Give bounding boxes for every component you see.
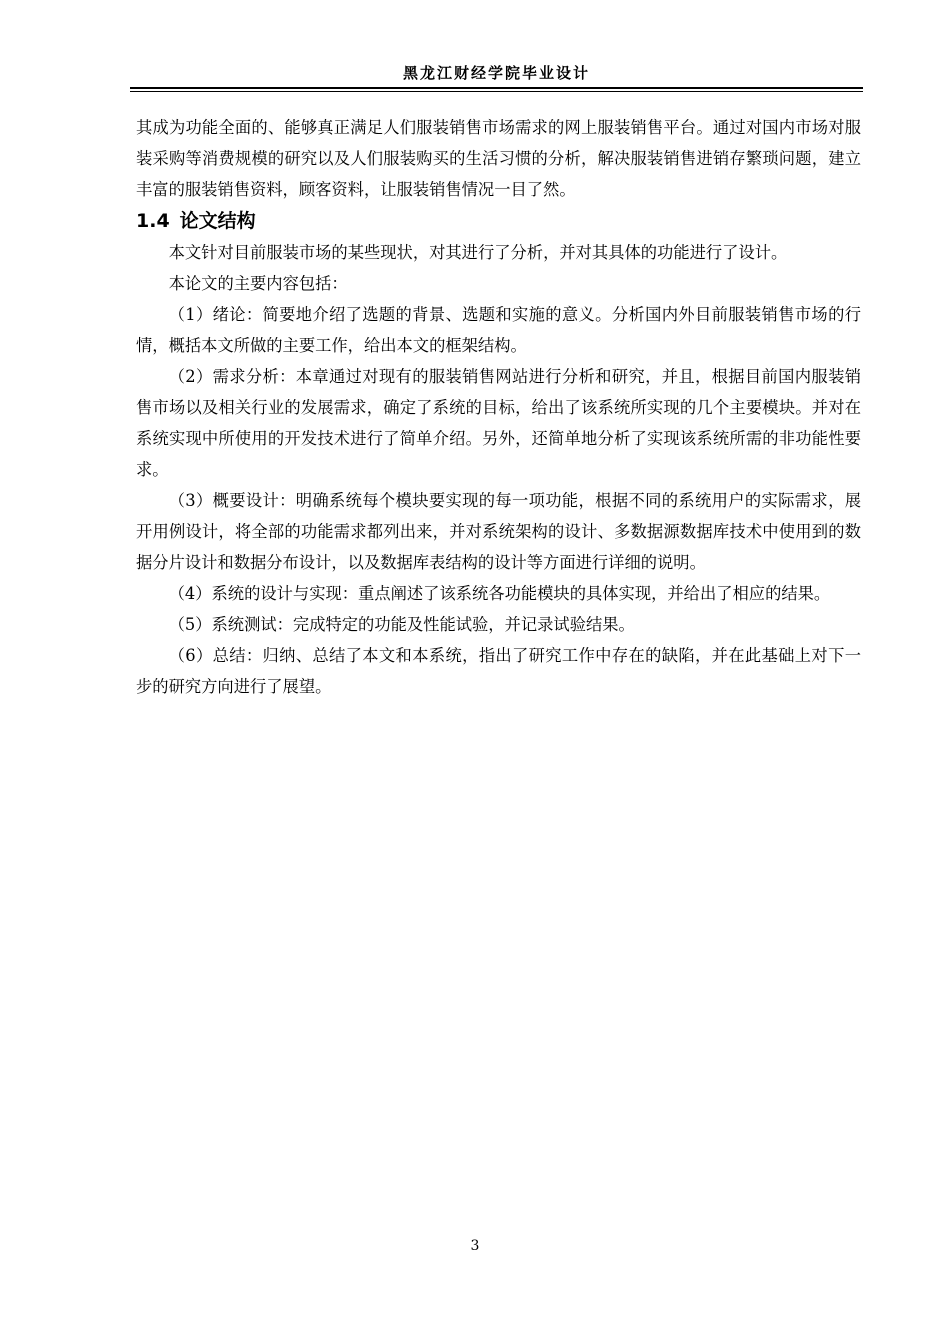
- lead-paragraph: 本论文的主要内容包括：: [168, 274, 348, 293]
- page-number: 3: [470, 1238, 480, 1254]
- list-item: （4）系统的设计与实现：重点阐述了该系统各功能模块的具体实现，并给出了相应的结果。: [168, 584, 831, 603]
- list-item: （6）总结：归纳、总结了本文和本系统，指出了研究工作中存在的缺陷，并在此基础上对下一步的研究方向进行了展望。: [136, 646, 861, 696]
- document-body: [136, 112, 861, 702]
- continuation-paragraph: 其成为功能全面的、能够真正满足人们服装销售市场需求的网上服装销售平台。通过对国内市场对服装采购等消费规模的研究以及人们服装购买的生活习惯的分析，解决服装销售进销存繁琐问题，建立丰富的服装销售资料，顾客资料，让服装销售情况一目了然。: [136, 118, 861, 199]
- list-item: （1）绪论：简要地介绍了选题的背景、选题和实施的意义。分析国内外目前服装销售市场的行情，概括本文所做的主要工作，给出本文的框架结构。: [136, 305, 861, 355]
- section-heading: [136, 205, 861, 237]
- section-title: 论文结构: [179, 210, 256, 232]
- list-item: （5）系统测试：完成特定的功能及性能试验，并记录试验结果。: [168, 615, 635, 634]
- section-number: 1.4: [136, 210, 170, 232]
- page-header: 黑龙江财经学院毕业设计: [402, 64, 590, 82]
- intro-paragraph: 本文针对目前服装市场的某些现状，对其进行了分析，并对其具体的功能进行了设计。: [168, 243, 788, 262]
- list-item: （3）概要设计：明确系统每个模块要实现的每一项功能，根据不同的系统用户的实际需求，展开用例设计，将全部的功能需求都列出来，并对系统架构的设计、多数据源数据库技术中使用到的数据分片设计和数据分布设计，以及数据库表结构的设计等方面进行详细的说明。: [136, 491, 861, 572]
- header-rule: [130, 87, 863, 92]
- list-item: （2）需求分析：本章通过对现有的服装销售网站进行分析和研究，并且，根据目前国内服装销售市场以及相关行业的发展需求，确定了系统的目标，给出了该系统所实现的几个主要模块。并对在系统实现中所使用的开发技术进行了简单介绍。另外，还简单地分析了实现该系统所需的非功能性要求。: [136, 367, 861, 479]
